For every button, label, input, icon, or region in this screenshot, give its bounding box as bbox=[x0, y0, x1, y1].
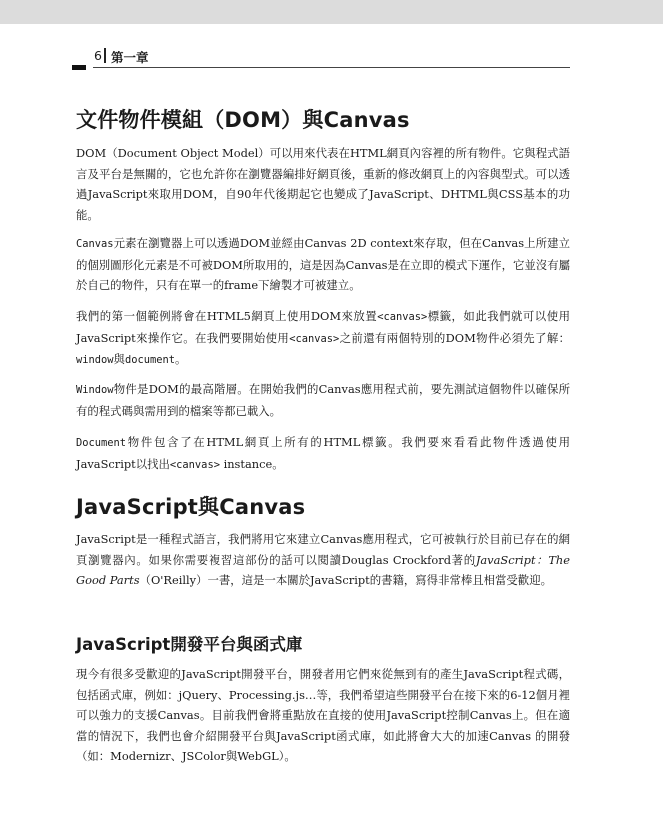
paragraph-javascript-intro bbox=[76, 529, 570, 591]
paragraph-window-object bbox=[76, 379, 570, 421]
paragraph-text: 元素在瀏覽器上可以透過DOM並經由Canvas 2D context來存取，但在Canvas上所建立的個別圖形化元素是不可被DOM所取用的，這是因為Canvas是在立即的模式下運作，它並沒有屬於自己的物件，只有在單一的frame下繪製才可被建立。 bbox=[76, 236, 570, 292]
header-rule-marker bbox=[72, 65, 86, 70]
paragraph-text: JavaScript是一種程式語言，我們將用它來建立Canvas應用程式，它可被執行於目前已存在的網頁瀏覽器內。如果你需要複習這部份的話可以閱讀Douglas Crockford著的 bbox=[76, 532, 570, 567]
paragraph-text: 物件包含了在HTML網頁上所有的HTML標籤。我們要來看看此物件透過使用JavaScript以找出 bbox=[76, 435, 570, 471]
paragraph-canvas-element bbox=[76, 233, 570, 296]
header-rule bbox=[93, 67, 570, 68]
paragraph-text: 物件是DOM的最高階層。在開始我們的Canvas應用程式前，要先測試這個物件以確保所有的程式碼與需用到的檔案等都已載入。 bbox=[76, 382, 570, 418]
inline-code: <canvas> bbox=[169, 458, 220, 471]
chapter-label: 第一章 bbox=[111, 50, 149, 65]
page-number: 6 bbox=[94, 48, 102, 63]
inline-code: window bbox=[76, 354, 114, 366]
paragraph-frameworks: 現今有很多受歡迎的JavaScript開發平台，開發者用它們來從無到有的產生JavaScript程式碼，包括函式庫，例如：jQuery、Processing.js…等，我們希望這些開發平台在接下來的6-12個月裡可以強力的支援Canvas。目前我們會將重點放在直接的使用JavaScript控制Canvas上。但在適當的情況下，我們也會介紹開發平台與JavaScript函式庫，如此將會大大的加速Canvas 的開發（如：Modernizr、JSColor與WebGL）。 bbox=[76, 667, 570, 763]
inline-code: Document bbox=[76, 437, 127, 449]
top-margin-band bbox=[0, 0, 663, 24]
paragraph-document-object bbox=[76, 432, 570, 475]
inline-code: Canvas bbox=[76, 238, 114, 250]
inline-code: document bbox=[124, 354, 175, 366]
paragraph-text: 。 bbox=[175, 352, 187, 366]
paragraph-dom-intro: DOM（Document Object Model）可以用來代表在HTML網頁內容裡的所有物件。它與程式語言及平台是無關的，它也允許你在瀏覽器編排好網頁後，重新的修改網頁上的內容與型式。可以透過JavaScript來取用DOM，自90年代後期起它也變成了JavaScript、DHTML與CSS基本的功能。 bbox=[76, 146, 570, 222]
header-divider bbox=[104, 48, 106, 63]
subsection-heading-frameworks: JavaScript開發平台與函式庫 bbox=[76, 635, 303, 654]
section-heading-dom-canvas: 文件物件模組（DOM）與Canvas bbox=[76, 108, 410, 132]
section-heading-javascript-canvas: JavaScript與Canvas bbox=[76, 495, 306, 519]
paragraph-text: 我們的第一個範例將會在HTML5網頁上使用DOM來放置 bbox=[76, 309, 378, 323]
paragraph-text: 標籤，如此我們就可以使用JavaScript來操作它。在我們要開始使用 bbox=[76, 309, 570, 345]
paragraph-text: 與 bbox=[113, 352, 125, 366]
paragraph-text: instance。 bbox=[219, 456, 284, 471]
book-title: JavaScript：The Good Parts bbox=[76, 552, 570, 587]
inline-code: <canvas> bbox=[377, 311, 428, 323]
inline-code: Window bbox=[76, 384, 114, 396]
paragraph-first-example bbox=[76, 306, 570, 371]
running-header bbox=[78, 45, 570, 67]
paragraph-text: 之前還有兩個特別的DOM物件必須先了解： bbox=[339, 330, 570, 345]
paragraph-text: （O'Reilly）一書，這是一本關於JavaScript的書籍，寫得非常棒且相當受歡迎。 bbox=[139, 573, 552, 587]
inline-code: <canvas> bbox=[289, 332, 340, 345]
